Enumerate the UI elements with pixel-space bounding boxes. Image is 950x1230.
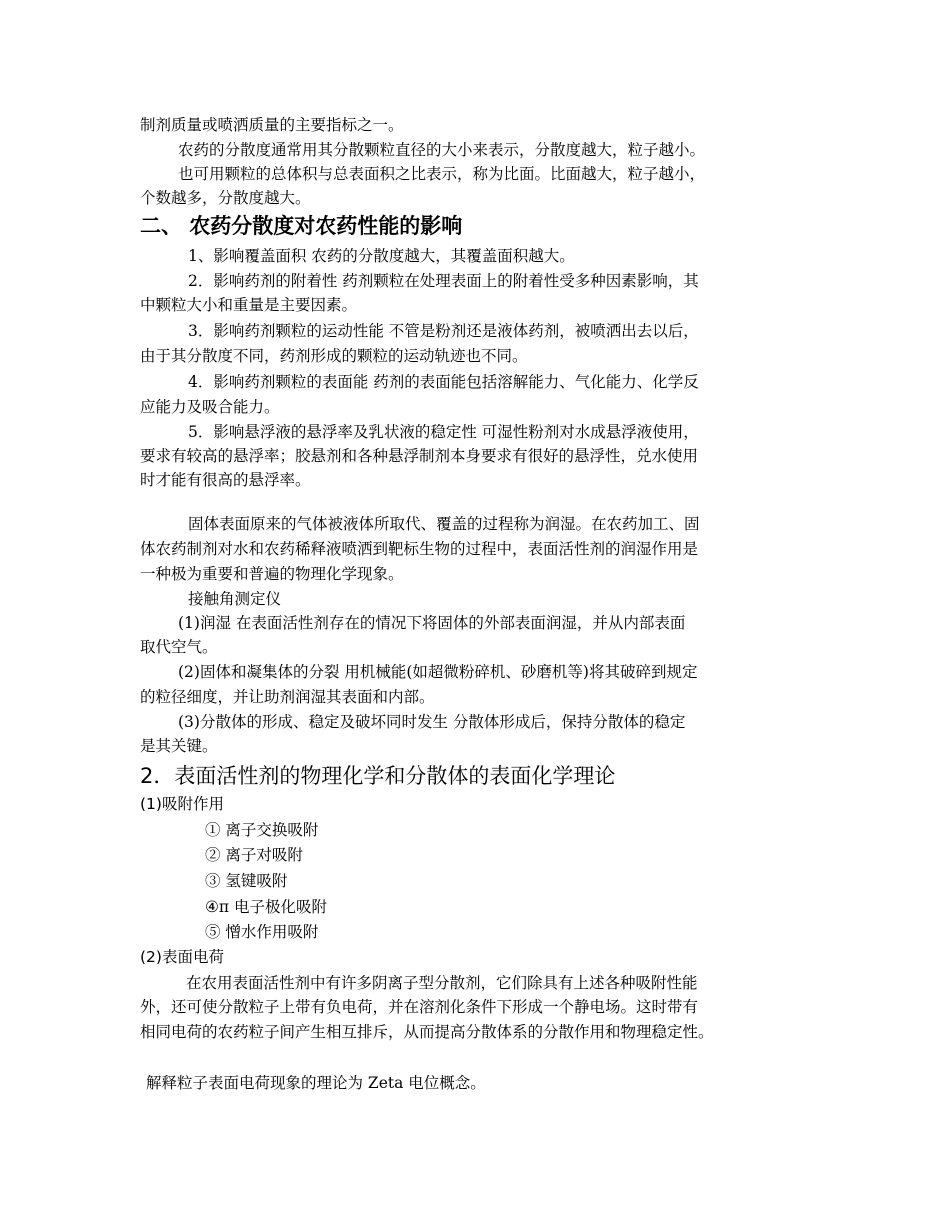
text-line: (1)吸附作用 [140, 795, 224, 813]
text-line: 体农药制剂对水和农药稀释液喷洒到靶标生物的过程中，表面活性剂的润湿作用是 [140, 540, 699, 558]
text-line: 在农用表面活性剂中有许多阴离子型分散剂，它们除具有上述各种吸附性能 [186, 974, 698, 992]
text-line: 2．影响药剂的附着性 药剂颗粒在处理表面上的附着性受多种因素影响，其 [188, 272, 699, 290]
list-item: ④π 电子极化吸附 [205, 898, 328, 916]
text-line: 1、影响覆盖面积 农药的分散度越大，其覆盖面积越大。 [188, 247, 575, 265]
list-item: ② 离子对吸附 [205, 846, 303, 864]
text-line: 解释粒子表面电荷现象的理论为 Zeta 电位概念。 [146, 1074, 486, 1092]
section-heading: 二、 农药分散度对农药性能的影响 [140, 214, 463, 238]
text-line: (2)固体和凝集体的分裂 用机械能(如超微粉碎机、砂磨机等)将其破碎到规定 [178, 663, 698, 681]
text-line: 应能力及吸合能力。 [140, 398, 280, 416]
list-item: ⑤ 憎水作用吸附 [205, 923, 319, 941]
text-line: (2)表面电荷 [140, 948, 224, 966]
list-item: ① 离子交换吸附 [205, 821, 319, 839]
text-line: 外，还可使分散粒子上带有负电荷，并在溶剂化条件下形成一个静电场。这时带有 [140, 998, 699, 1016]
text-line: 制剂质量或喷洒质量的主要指标之一。 [140, 116, 404, 134]
text-line: 的粒径细度，并让助剂润湿其表面和内部。 [140, 688, 435, 706]
text-line: 时才能有很高的悬浮率。 [140, 471, 311, 489]
text-line: 5．影响悬浮液的悬浮率及乳状液的稳定性 可湿性粉剂对水成悬浮液使用， [188, 423, 699, 441]
text-line: 是其关键。 [140, 737, 218, 755]
text-line: 3．影响药剂颗粒的运动性能 不管是粉剂还是液体药剂，被喷洒出去以后， [188, 322, 699, 340]
text-line: 农药的分散度通常用其分散颗粒直径的大小来表示，分散度越大，粒子越小。 [178, 141, 706, 159]
text-line: (1)润湿 在表面活性剂存在的情况下将固体的外部表面润湿，并从内部表面 [178, 614, 686, 632]
text-line: 要求有较高的悬浮率；胶悬剂和各种悬浮制剂本身要求有很好的悬浮性，兑水使用 [140, 447, 699, 465]
text-line: (3)分散体的形成、稳定及破坏同时发生 分散体形成后，保持分散体的稳定 [178, 713, 686, 731]
list-item: ③ 氢键吸附 [205, 872, 288, 890]
text-line: 取代空气。 [140, 638, 218, 656]
text-line: 个数越多，分散度越大。 [140, 189, 311, 207]
text-line: 相同电荷的农药粒子间产生相互排斥，从而提高分散体系的分散作用和物理稳定性。 [140, 1023, 714, 1041]
text-line: 4．影响药剂颗粒的表面能 药剂的表面能包括溶解能力、气化能力、化学反 [188, 373, 699, 391]
text-line: 中颗粒大小和重量是主要因素。 [140, 296, 358, 314]
text-line: 由于其分散度不同，药剂形成的颗粒的运动轨迹也不同。 [140, 347, 528, 365]
section-heading: 2．表面活性剂的物理化学和分散体的表面化学理论 [140, 764, 616, 788]
text-line: 固体表面原来的气体被液体所取代、覆盖的过程称为润湿。在农药加工、固 [188, 515, 700, 533]
text-line: 也可用颗粒的总体积与总表面积之比表示，称为比面。比面越大，粒子越小， [178, 165, 706, 183]
text-line: 接触角测定仪 [188, 590, 282, 608]
text-line: 一种极为重要和普遍的物理化学现象。 [140, 565, 404, 583]
